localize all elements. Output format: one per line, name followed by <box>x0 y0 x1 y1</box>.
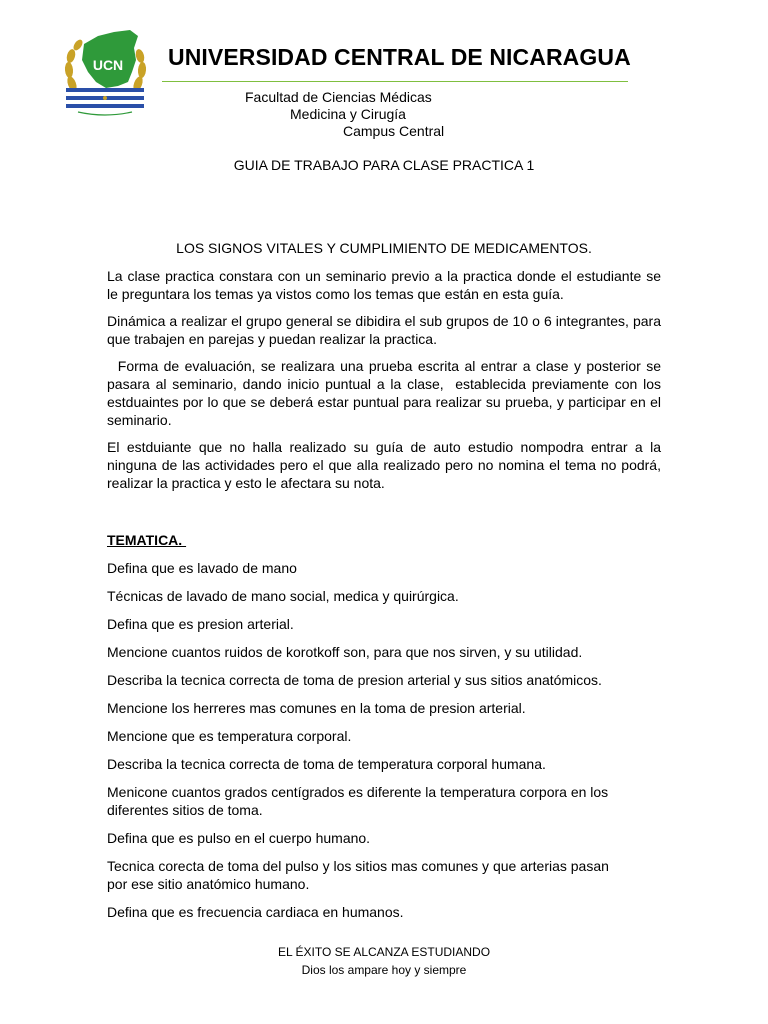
footer-blessing: Dios los ampare hoy y siempre <box>301 963 467 977</box>
guide-title: GUIA DE TRABAJO PARA CLASE PRACTICA 1 <box>233 157 535 173</box>
list-item: Mencione que es temperatura corporal. <box>107 728 352 744</box>
tematica-heading: TEMATICA. <box>107 532 187 548</box>
list-item: Defina que es pulso en el cuerpo humano. <box>107 830 371 846</box>
university-name: UNIVERSIDAD CENTRAL DE NICARAGUA <box>168 44 631 70</box>
university-logo <box>62 26 150 118</box>
campus-name: Campus Central <box>343 123 445 139</box>
title-divider <box>162 81 628 82</box>
career-name: Medicina y Cirugía <box>290 106 406 122</box>
logo-text: UCN <box>92 57 124 73</box>
list-item: Defina que es lavado de mano <box>107 560 297 576</box>
list-item: Mencione los herreres mas comunes en la toma de presion arterial. <box>107 700 526 716</box>
list-item: Técnicas de lavado de mano social, medica y quirúrgica. <box>107 588 459 604</box>
footer <box>0 943 768 979</box>
paragraph: Forma de evaluación, se realizara una prueba escrita al entrar a clase y posterior se pasara al seminario, dando inicio puntual a la clase, establecida previamente con los estduaintes por lo que se deberá estar puntual para realizar su prueba, y participar en el seminario. <box>107 358 665 428</box>
faculty-name: Facultad de Ciencias Médicas <box>245 89 432 105</box>
intro-text <box>107 267 665 501</box>
list-item: Defina que es presion arterial. <box>107 616 294 632</box>
list-item: Describa la tecnica correcta de toma de temperatura corporal humana. <box>107 756 546 772</box>
ucn-seal-icon <box>62 26 150 118</box>
list-item: Menicone cuantos grados centígrados es diferente la temperatura corpora en los diferentes sitios de toma. <box>107 784 609 818</box>
document-heading: LOS SIGNOS VITALES Y CUMPLIMIENTO DE MEDICAMENTOS. <box>176 240 592 256</box>
list-item: Tecnica corecta de toma del pulso y los sitios mas comunes y que arterias pasan por ese sitio anatómico humano. <box>107 858 609 892</box>
paragraph: El estduiante que no halla realizado su guía de auto estudio nompodra entrar a la ninguna de las actividades pero el que alla realizado pero no nomina el tema no podrá, realizar la practica y esto le afectara su nota. <box>107 439 661 491</box>
paragraph: La clase practica constara con un seminario previo a la practica donde el estudiante se le preguntara los temas ya vistos como los temas que están en esta guía. <box>107 268 661 302</box>
paragraph: Dinámica a realizar el grupo general se dibidira el sub grupos de 10 o 6 integrantes, para que trabajen en parejas y puedan realizar la practica. <box>107 313 661 347</box>
footer-motto: EL ÉXITO SE ALCANZA ESTUDIANDO <box>277 945 491 959</box>
question-list <box>107 559 627 931</box>
list-item: Describa la tecnica correcta de toma de presion arterial y sus sitios anatómicos. <box>107 672 602 688</box>
list-item: Mencione cuantos ruidos de korotkoff son, para que nos sirven, y su utilidad. <box>107 644 583 660</box>
list-item: Defina que es frecuencia cardiaca en humanos. <box>107 904 404 920</box>
